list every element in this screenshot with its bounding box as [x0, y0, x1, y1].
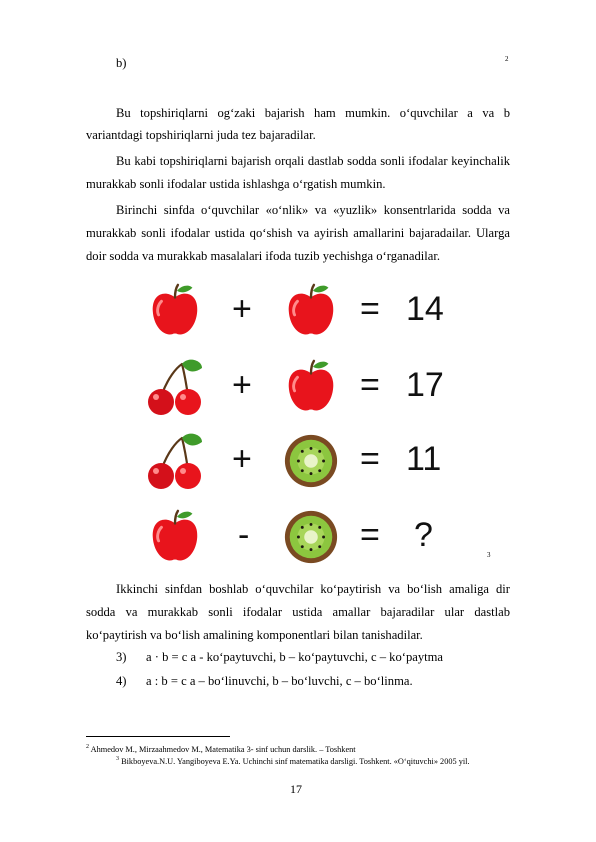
kiwi-icon: [282, 432, 340, 490]
item-label: b): [116, 56, 127, 70]
equals-sign: =: [360, 366, 380, 404]
result-value: 11: [406, 440, 442, 478]
result-value: 17: [406, 366, 444, 404]
paragraph-3-line-3: doir sodda va murakkab masalalari ifoda tuzib yechishga o‘rganadilar.: [86, 249, 441, 263]
paragraph-3-line-2: murakkab sonli ifodalar ustida qo‘shish va ayirish amallarini bajaradailar. Ularga: [86, 226, 510, 240]
paragraph-1-line-2: variantdagi topshiriqlarni juda tez bajaradilar.: [86, 128, 316, 142]
paragraph-2-line-1: Bu kabi topshiriqlarni bajarish orqali dastlab sodda sonli ifodalar keyinchalik: [116, 154, 510, 168]
footnote-mark: 3: [116, 756, 119, 762]
footnote-ref-2: 2: [505, 55, 509, 63]
footnote-divider: [86, 736, 230, 737]
apple-icon: [282, 282, 340, 340]
list-item-text: a · b = c a - ko‘paytuvchi, b – ko‘paytuvchi, c – ko‘paytma: [146, 650, 444, 664]
page-number: 17: [290, 782, 302, 796]
paragraph-3-line-1: Birinchi sinfda o‘quvchilar «o‘nlik» va «yuzlik» konsentrlarida sodda va: [116, 203, 510, 217]
list-item-number: 4): [116, 674, 127, 688]
paragraph-4-line-2: sodda va murakkab sonli ifodalar ustida amallar bajaradilar ular dastlab: [86, 605, 510, 619]
puzzle-row-2: [140, 356, 460, 418]
equals-sign: =: [360, 516, 380, 554]
footnote-text: Ahmedov M., Mirzaahmedov M., Matematika 3- sinf uchun darslik. – Toshkent: [90, 744, 356, 754]
puzzle-row-3: [140, 430, 460, 492]
result-value: 14: [406, 290, 444, 328]
plus-sign: +: [232, 440, 252, 478]
apple-icon: [146, 508, 204, 566]
apple-icon: [146, 282, 204, 340]
puzzle-row-4: [140, 506, 460, 568]
apple-icon: [282, 358, 340, 416]
footnote-text: Bikboyeva.N.U. Yangiboyeva E.Ya. Uchinchi sinf matematika darsligi. Toshkent. «O‘qituvchi» 2005 yil.: [121, 756, 470, 766]
puzzle-row-1: [140, 280, 460, 342]
cherries-icon: [144, 432, 204, 492]
fruit-puzzle-image: [140, 280, 460, 560]
result-value: ?: [414, 516, 433, 554]
paragraph-1-line-1: Bu topshiriqlarni og‘zaki bajarish ham mumkin. o‘quvchilar a va b: [116, 106, 510, 120]
minus-sign: -: [238, 516, 250, 554]
paragraph-4-line-3: ko‘paytirish va bo‘lish amalining komponentlari bilan tanishadilar.: [86, 628, 423, 642]
footnote-mark: 2: [86, 744, 89, 750]
equals-sign: =: [360, 440, 380, 478]
equals-sign: =: [360, 290, 380, 328]
plus-sign: +: [232, 366, 252, 404]
paragraph-2-line-2: murakkab sonli ifodalar ustida ishlashga o‘rgatish mumkin.: [86, 177, 386, 191]
plus-sign: +: [232, 290, 252, 328]
footnote-2: [86, 742, 356, 755]
footnote-ref-3: 3: [487, 551, 491, 559]
cherries-icon: [144, 358, 204, 418]
list-item-text: a : b = c a – bo‘linuvchi, b – bo‘luvchi, c – bo‘linma.: [146, 674, 413, 688]
footnote-3: [116, 754, 470, 767]
paragraph-4-line-1: Ikkinchi sinfdan boshlab o‘quvchilar ko‘paytirish va bo‘lish amaliga dir: [116, 582, 510, 596]
list-item-number: 3): [116, 650, 127, 664]
kiwi-icon: [282, 508, 340, 566]
